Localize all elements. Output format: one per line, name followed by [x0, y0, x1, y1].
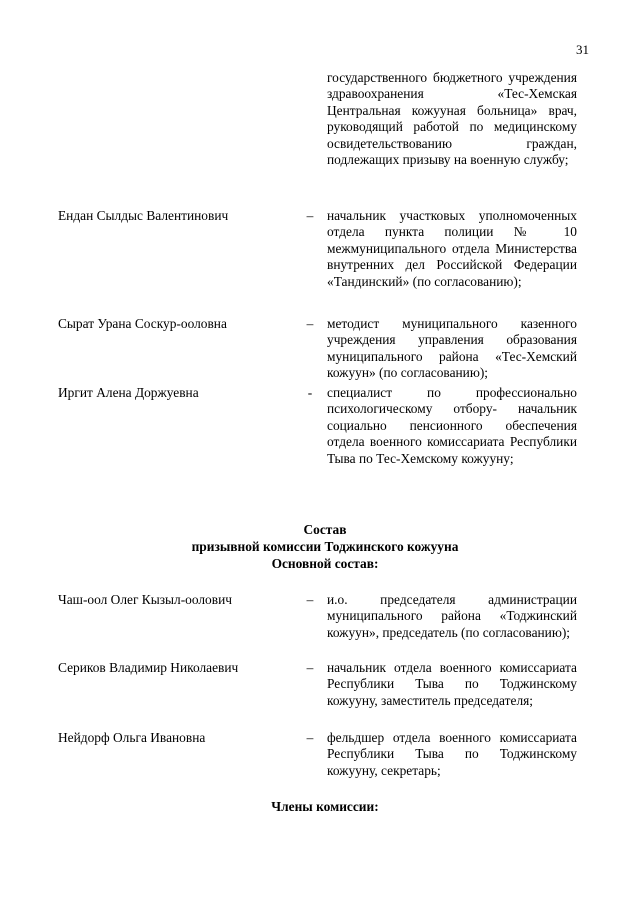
members-heading: Члены комиссии: — [271, 799, 379, 814]
person-name: Чаш-оол Олег Кызыл-оолович — [58, 592, 232, 607]
entry-description: специалист по профессионально психологическому отбору- начальник социально пенсионного обеспечения отдела военного комиссариата Республики Тыва по Тес-Хемскому кожууну; — [327, 385, 577, 466]
person-name: Иргит Алена Доржуевна — [58, 385, 199, 400]
dash-separator: - — [307, 385, 313, 400]
person-name: Сериков Владимир Николаевич — [58, 660, 239, 675]
entry-description: методист муниципального казенного учреждения управления образования муниципального района «Тес-Хемский кожуун» (по согласованию); — [327, 316, 577, 381]
dash-separator: – — [306, 592, 314, 607]
entry-description: государственного бюджетного учреждения здравоохранения «Тес-Хемская Центральная кожууная больница» врач, руководящий работой по медицинскому освидетельствованию граждан, подлежащих призыву на военную службу; — [327, 70, 577, 168]
dash-separator: – — [306, 316, 314, 331]
entry-description: и.о. председателя администрации муниципального района «Тоджинский кожуун», председатель (по согласованию); — [327, 592, 577, 640]
person-name: Ендан Сылдыс Валентинович — [58, 208, 229, 223]
dash-separator: – — [306, 208, 314, 223]
person-name: Сырат Урана Соскур-ооловна — [58, 316, 227, 331]
entry-description: фельдшер отдела военного комиссариата Республики Тыва по Тоджинскому кожууну, секретарь; — [327, 730, 577, 778]
section-title: Состав — [303, 522, 347, 537]
dash-separator: – — [306, 730, 314, 745]
dash-separator: – — [306, 660, 314, 675]
entry-description: начальник участковых уполномоченных отдела пункта полиции № 10 межмуниципального отдела Министерства внутренних дел Российской Федерации «Тандинский» (по согласованию); — [327, 208, 577, 289]
page-number: 31 — [576, 42, 589, 57]
main-composition-heading: Основной состав: — [271, 556, 379, 571]
person-name: Нейдорф Ольга Ивановна — [58, 730, 206, 745]
entry-description: начальник отдела военного комиссариата Республики Тыва по Тоджинскому кожууну, заместитель председателя; — [327, 660, 577, 708]
section-subtitle: призывной комиссии Тоджинского кожууна — [191, 539, 459, 554]
